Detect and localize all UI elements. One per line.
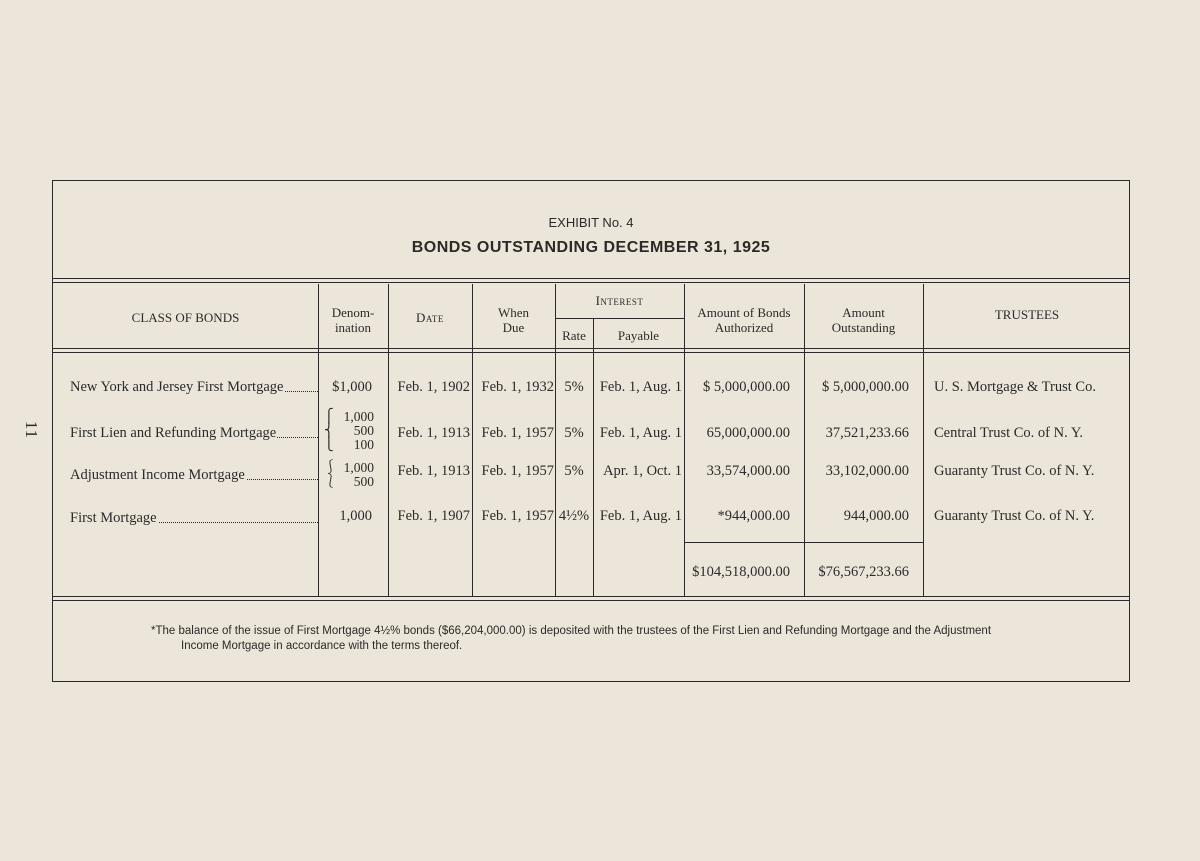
col-divider [593,319,594,596]
footnote: *The balance of the issue of First Mortgage 4½% bonds ($66,204,000.00) is deposited with the trustees of the First Lien and Refunding Mortgage and the Adjustment Income Mortgage in accordance with the terms thereof. [151,625,992,652]
amount-authorized: 33,574,000.00 [706,463,790,479]
trustee: Guaranty Trust Co. of N. Y. [934,463,1095,479]
header-top-rule [53,278,1129,283]
trustee: U. S. Mortgage & Trust Co. [934,379,1096,395]
trustee: Guaranty Trust Co. of N. Y. [934,508,1095,524]
interest-rate: 5% [564,463,584,479]
amount-outstanding: $ 5,000,000.00 [822,379,909,395]
interest-rate: 5% [564,425,584,441]
denomination: $1,000 [332,379,372,395]
header-rate: Rate [562,328,586,343]
header-when-due: When Due [497,305,530,335]
interest-payable: Feb. 1, Aug. 1 [599,508,682,524]
header-bottom-rule [53,348,1129,353]
amount-outstanding: 33,102,000.00 [825,463,909,479]
bond-class: New York and Jersey First Mortgage [70,379,318,396]
col-divider [923,284,924,596]
amount-outstanding: 944,000.00 [843,508,909,524]
header-trustees: TRUSTEES [994,307,1060,322]
trustee: Central Trust Co. of N. Y. [934,425,1084,441]
interest-rate: 5% [564,379,584,395]
interest-payable: Feb. 1, Aug. 1 [599,379,682,395]
interest-payable: Feb. 1, Aug. 1 [599,425,682,441]
bond-class: First Lien and Refunding Mortgage [70,425,318,442]
issue-date: Feb. 1, 1907 [397,508,470,524]
bond-class: First Mortgage [70,510,318,527]
amount-authorized: 65,000,000.00 [706,425,790,441]
issue-date: Feb. 1, 1913 [397,463,470,479]
bond-class: Adjustment Income Mortgage [70,467,318,484]
interest-payable: Apr. 1, Oct. 1 [603,463,682,479]
brace: ⎰ ⎱ [324,459,338,488]
due-date: Feb. 1, 1932 [481,379,554,395]
interest-divider [555,318,684,319]
table-bottom-rule [53,596,1129,601]
brace: ⎧ ⎨ ⎩ [324,408,334,451]
total-authorized: $104,518,000.00 [692,564,790,580]
interest-rate: 4½% [558,508,590,524]
header-authorized: Amount of Bonds Authorized [697,305,791,335]
denomination: 1,000 [339,508,372,524]
due-date: Feb. 1, 1957 [481,463,554,479]
due-date: Feb. 1, 1957 [481,425,554,441]
amount-authorized: $ 5,000,000.00 [703,379,790,395]
page-number: 11 [22,420,42,440]
amount-outstanding: 37,521,233.66 [825,425,909,441]
totals-rule [684,542,923,543]
issue-date: Feb. 1, 1913 [397,425,470,441]
denomination: 1,000 500 [343,460,374,489]
header-denomination: Denom- ination [331,305,375,335]
denomination: 1,000 500 100 [343,409,374,452]
amount-authorized: *944,000.00 [717,508,790,524]
issue-date: Feb. 1, 1902 [397,379,470,395]
header-interest: Interest [595,293,644,308]
header-date: Date [416,310,444,325]
total-outstanding: $76,567,233.66 [818,564,909,580]
header-outstanding: Amount Outstanding [831,305,896,335]
due-date: Feb. 1, 1957 [481,508,554,524]
page-title: BONDS OUTSTANDING DECEMBER 31, 1925 [411,239,771,256]
exhibit-label: EXHIBIT No. 4 [548,215,634,230]
header-class: CLASS OF BONDS [131,310,240,325]
header-payable: Payable [617,328,660,343]
exhibit-frame [52,180,1130,682]
